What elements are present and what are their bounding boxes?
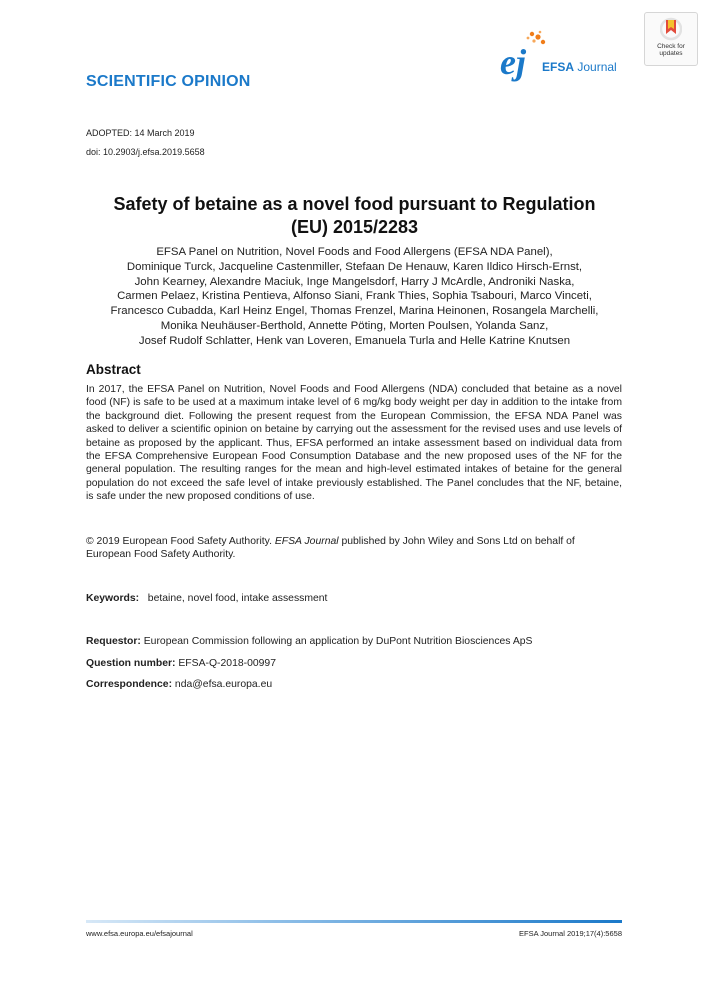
author-line: Dominique Turck, Jacqueline Castenmiller, Stefaan De Henauw, Karen Ildico Hirsch-Ernst, <box>126 260 583 273</box>
keywords-value: betaine, novel food, intake assessment <box>147 593 328 604</box>
question-number <box>86 658 276 669</box>
doi[interactable]: doi: 10.2903/j.efsa.2019.5658 <box>86 147 205 157</box>
correspondence <box>86 679 272 690</box>
author-line: Monika Neuhäuser-Berthold, Annette Pöting, Morten Poulsen, Yolanda Sanz, <box>160 319 549 332</box>
efsa-journal-logo <box>498 28 638 84</box>
copyright-notice: © 2019 European Food Safety Authority. EFSA Journal published by John Wiley and Sons Ltd on behalf of European Food Safety Authority. <box>86 536 575 561</box>
abstract-heading: Abstract <box>86 362 141 377</box>
abstract-text: In 2017, the EFSA Panel on Nutrition, Novel Foods and Food Allergens (NDA) concluded that betaine as a novel food (NF) is safe to be used at a maximum intake level of 6 mg/kg body weight per day in addition to the intake from the background diet. Following the present request from the European Commission, the EFSA NDA Panel was asked to deliver a scientific opinion on betaine by carrying out the assessment for the revised uses and use levels of betaine as proposed by the applicant. Thus, EFSA performed an intake assessment based on individual data from the EFSA Comprehensive European Food Consumption Database and the new proposed uses of the NF for the general population. The resulting ranges for the mean and high-level estimated intakes of betaine for the general population do not exceed the safe level of intake previously established. The Panel concludes that the NF, betaine, is safe under the new proposed conditions of use. <box>86 384 622 503</box>
keywords <box>86 593 327 604</box>
requestor-label: Requestor: <box>86 636 141 647</box>
check-for-updates-badge[interactable] <box>644 12 698 66</box>
logo-letters: ej <box>500 42 526 82</box>
bookmark-ribbon-icon <box>660 17 682 41</box>
section-label: SCIENTIFIC OPINION <box>86 73 251 90</box>
correspondence-email[interactable]: nda@efsa.europa.eu <box>174 679 273 690</box>
footer-journal-url[interactable]: www.efsa.europa.eu/efsajournal <box>86 929 193 938</box>
journal-name: EFSA Journal <box>542 60 617 74</box>
author-line: Josef Rudolf Schlatter, Henk van Loveren, Emanuela Turla and Helle Katrine Knutsen <box>138 334 571 347</box>
author-list <box>80 245 629 349</box>
check-for-updates-label: Check for updates <box>657 43 685 57</box>
article-title: Safety of betaine as a novel food pursuant to Regulation (EU) 2015/2283 <box>113 194 596 237</box>
question-number-label: Question number: <box>86 658 176 669</box>
author-line: Francesco Cubadda, Karl Heinz Engel, Thomas Frenzel, Marina Heinonen, Rosangela Marchelli, <box>110 305 599 318</box>
footer-citation: EFSA Journal 2019;17(4):5658 <box>519 929 622 938</box>
keywords-label: Keywords: <box>86 593 140 604</box>
ej-logo-mark <box>498 28 550 84</box>
requestor-value: European Commission following an application by DuPont Nutrition Biosciences ApS <box>143 636 533 647</box>
requestor <box>86 636 532 647</box>
adopted-date: ADOPTED: 14 March 2019 <box>86 128 195 138</box>
author-line: John Kearney, Alexandre Maciuk, Inge Mangelsdorf, Harry J McArdle, Androniki Naska, <box>134 275 575 288</box>
question-number-value: EFSA-Q-2018-00997 <box>178 658 276 669</box>
correspondence-label: Correspondence: <box>86 679 173 690</box>
author-line: Carmen Pelaez, Kristina Pentieva, Alfonso Siani, Frank Thies, Sophia Tsabouri, Marco Vinceti, <box>117 290 592 303</box>
author-line: EFSA Panel on Nutrition, Novel Foods and Food Allergens (EFSA NDA Panel), <box>156 246 553 258</box>
footer-rule <box>86 920 622 923</box>
